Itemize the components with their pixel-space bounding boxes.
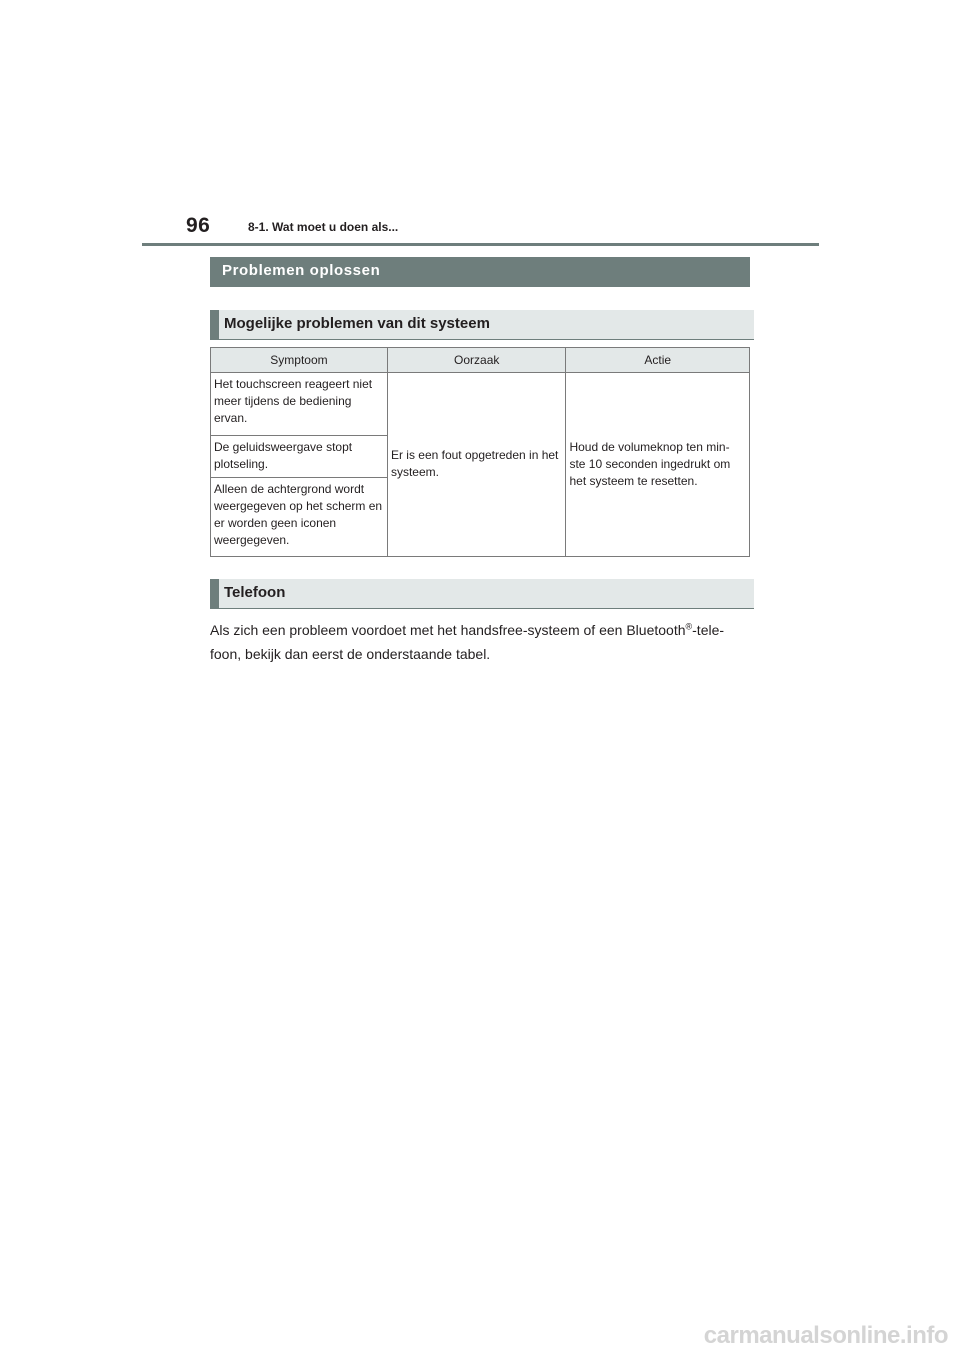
column-header-symptom: Symptoom [211, 348, 388, 373]
column-header-action: Actie [566, 348, 750, 373]
watermark: carmanualsonline.info [703, 1322, 948, 1349]
table-row [211, 373, 750, 436]
header-divider [142, 243, 819, 246]
table-header-row [211, 348, 750, 373]
main-section-title: Problemen oplossen [210, 257, 750, 287]
column-header-cause: Oorzaak [387, 348, 566, 373]
telephone-intro-paragraph [210, 618, 755, 666]
registered-mark: ® [685, 621, 693, 632]
subsection-title-system-problems: Mogelijke problemen van dit systeem [210, 310, 754, 340]
intro-text-part1: Als zich een probleem voordoet met het handsfree-systeem of een Bluetooth [210, 622, 686, 638]
symptom-cell: Het touchscreen reageert niet meer tijdens de bediening ervan. [211, 373, 388, 436]
cause-cell: Er is een fout opgetreden in het systeem. [387, 373, 566, 557]
page-number: 96 [186, 214, 211, 237]
subsection-title-telephone: Telefoon [210, 579, 754, 609]
symptom-cell: Alleen de achtergrond wordt weergegeven op het scherm en er worden geen iconen weergegeven. [211, 478, 388, 557]
intro-text-part2: -tele-foon, bekijk dan eerst de onderstaande tabel. [210, 622, 725, 662]
symptom-cell: De geluidsweergave stopt plotseling. [211, 436, 388, 478]
section-breadcrumb: 8-1. Wat moet u doen als... [248, 220, 399, 234]
troubleshooting-table [210, 347, 750, 557]
action-cell: Houd de volumeknop ten min-ste 10 seconden ingedrukt om het systeem te resetten. [566, 373, 750, 557]
